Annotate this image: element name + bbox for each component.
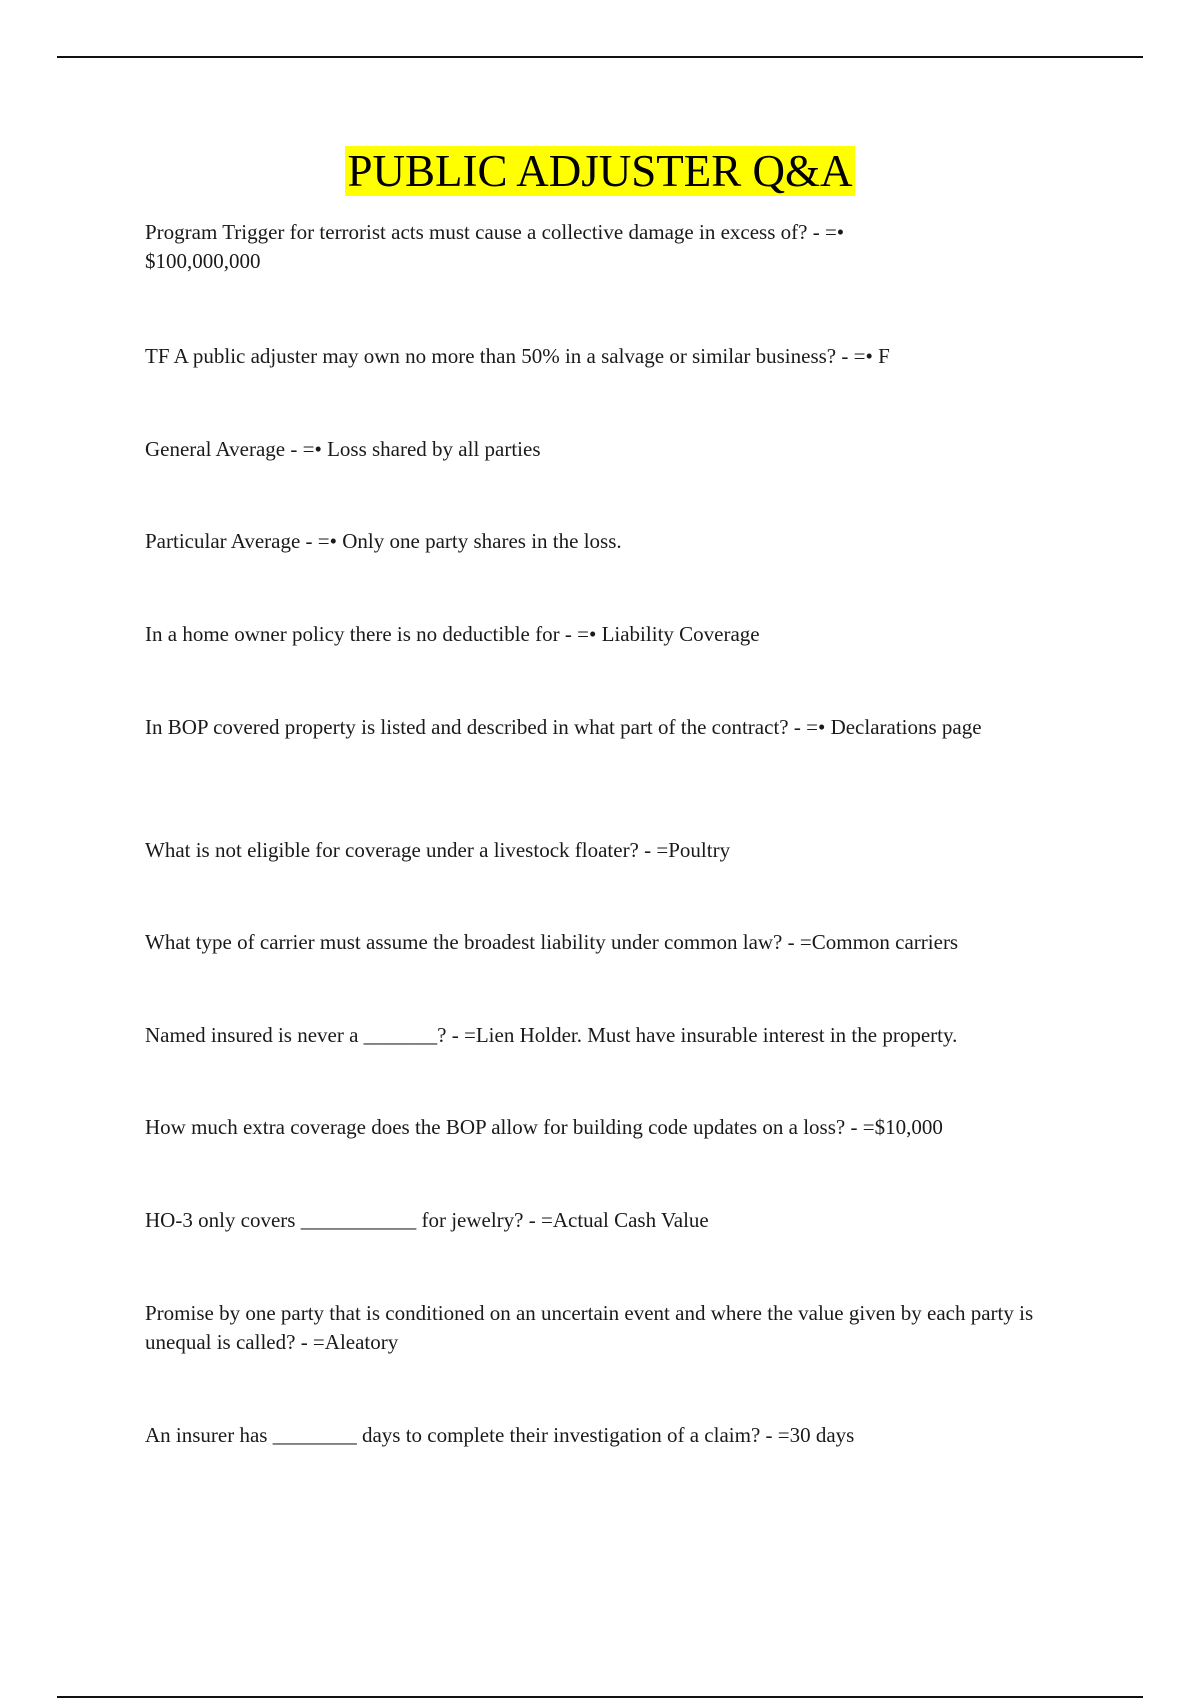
qa-question: Promise by one party that is conditioned on an uncertain event and where the value given by each party is unequal is called?	[145, 1301, 1034, 1354]
qa-item	[145, 928, 1090, 957]
qa-answer: Only one party shares in the loss.	[337, 529, 622, 553]
qa-question: Program Trigger for terrorist acts must cause a collective damage in excess of?	[145, 220, 808, 244]
qa-answer: 30 days	[789, 1423, 855, 1447]
qa-separator: - =•	[807, 220, 845, 244]
title-container	[0, 146, 1200, 196]
qa-separator: - =	[638, 838, 669, 862]
qa-question: In BOP covered property is listed and described in what part of the contract?	[145, 715, 789, 739]
qa-question: HO-3 only covers ___________ for jewelry?	[145, 1208, 524, 1232]
top-rule	[57, 56, 1143, 58]
qa-separator: - =	[523, 1208, 553, 1232]
qa-item	[145, 1021, 1090, 1050]
qa-separator: - =•	[836, 344, 873, 368]
qa-separator: - =•	[285, 437, 322, 461]
qa-answer: Lien Holder. Must have insurable interest in the property.	[475, 1023, 958, 1047]
qa-separator: - =	[845, 1115, 875, 1139]
qa-item	[145, 713, 1090, 742]
qa-answer: Common carriers	[811, 930, 959, 954]
qa-answer: Loss shared by all parties	[321, 437, 541, 461]
qa-question: In a home owner policy there is no deductible for	[145, 622, 560, 646]
qa-separator: - =	[760, 1423, 790, 1447]
qa-item	[145, 1113, 1090, 1142]
qa-answer: Aleatory	[324, 1330, 399, 1354]
qa-separator: - =•	[300, 529, 337, 553]
qa-separator: - =•	[788, 715, 826, 739]
qa-question: What type of carrier must assume the broadest liability under common law?	[145, 930, 783, 954]
qa-question: What is not eligible for coverage under a livestock floater?	[145, 838, 639, 862]
qa-question: General Average	[145, 437, 286, 461]
qa-item	[145, 1206, 1090, 1235]
qa-answer: Poultry	[668, 838, 731, 862]
bottom-rule	[57, 1696, 1143, 1698]
qa-answer: Declarations page	[825, 715, 982, 739]
qa-answer: $100,000,000	[145, 249, 261, 273]
qa-answer: $10,000	[874, 1115, 943, 1139]
qa-answer: F	[872, 344, 890, 368]
qa-separator: - =	[446, 1023, 476, 1047]
qa-separator: - =	[295, 1330, 325, 1354]
qa-answer: Liability Coverage	[596, 622, 760, 646]
qa-question: Particular Average	[145, 529, 301, 553]
qa-item	[145, 527, 1090, 556]
qa-question: Named insured is never a _______?	[145, 1023, 447, 1047]
qa-item	[145, 218, 1090, 276]
qa-item	[145, 435, 1090, 464]
qa-item	[145, 836, 1090, 865]
document-title: PUBLIC ADJUSTER Q&A	[347, 146, 853, 196]
qa-separator: - =•	[559, 622, 597, 646]
qa-item	[145, 1421, 1090, 1450]
qa-question: An insurer has ________ days to complete their investigation of a claim?	[145, 1423, 761, 1447]
qa-item	[145, 1299, 1090, 1357]
qa-question: How much extra coverage does the BOP allow for building code updates on a loss?	[145, 1115, 846, 1139]
qa-answer: Actual Cash Value	[552, 1208, 709, 1232]
qa-item	[145, 620, 1090, 649]
qa-separator: - =	[782, 930, 812, 954]
qa-question: TF A public adjuster may own no more than 50% in a salvage or similar business?	[145, 344, 837, 368]
qa-item	[145, 342, 1090, 371]
